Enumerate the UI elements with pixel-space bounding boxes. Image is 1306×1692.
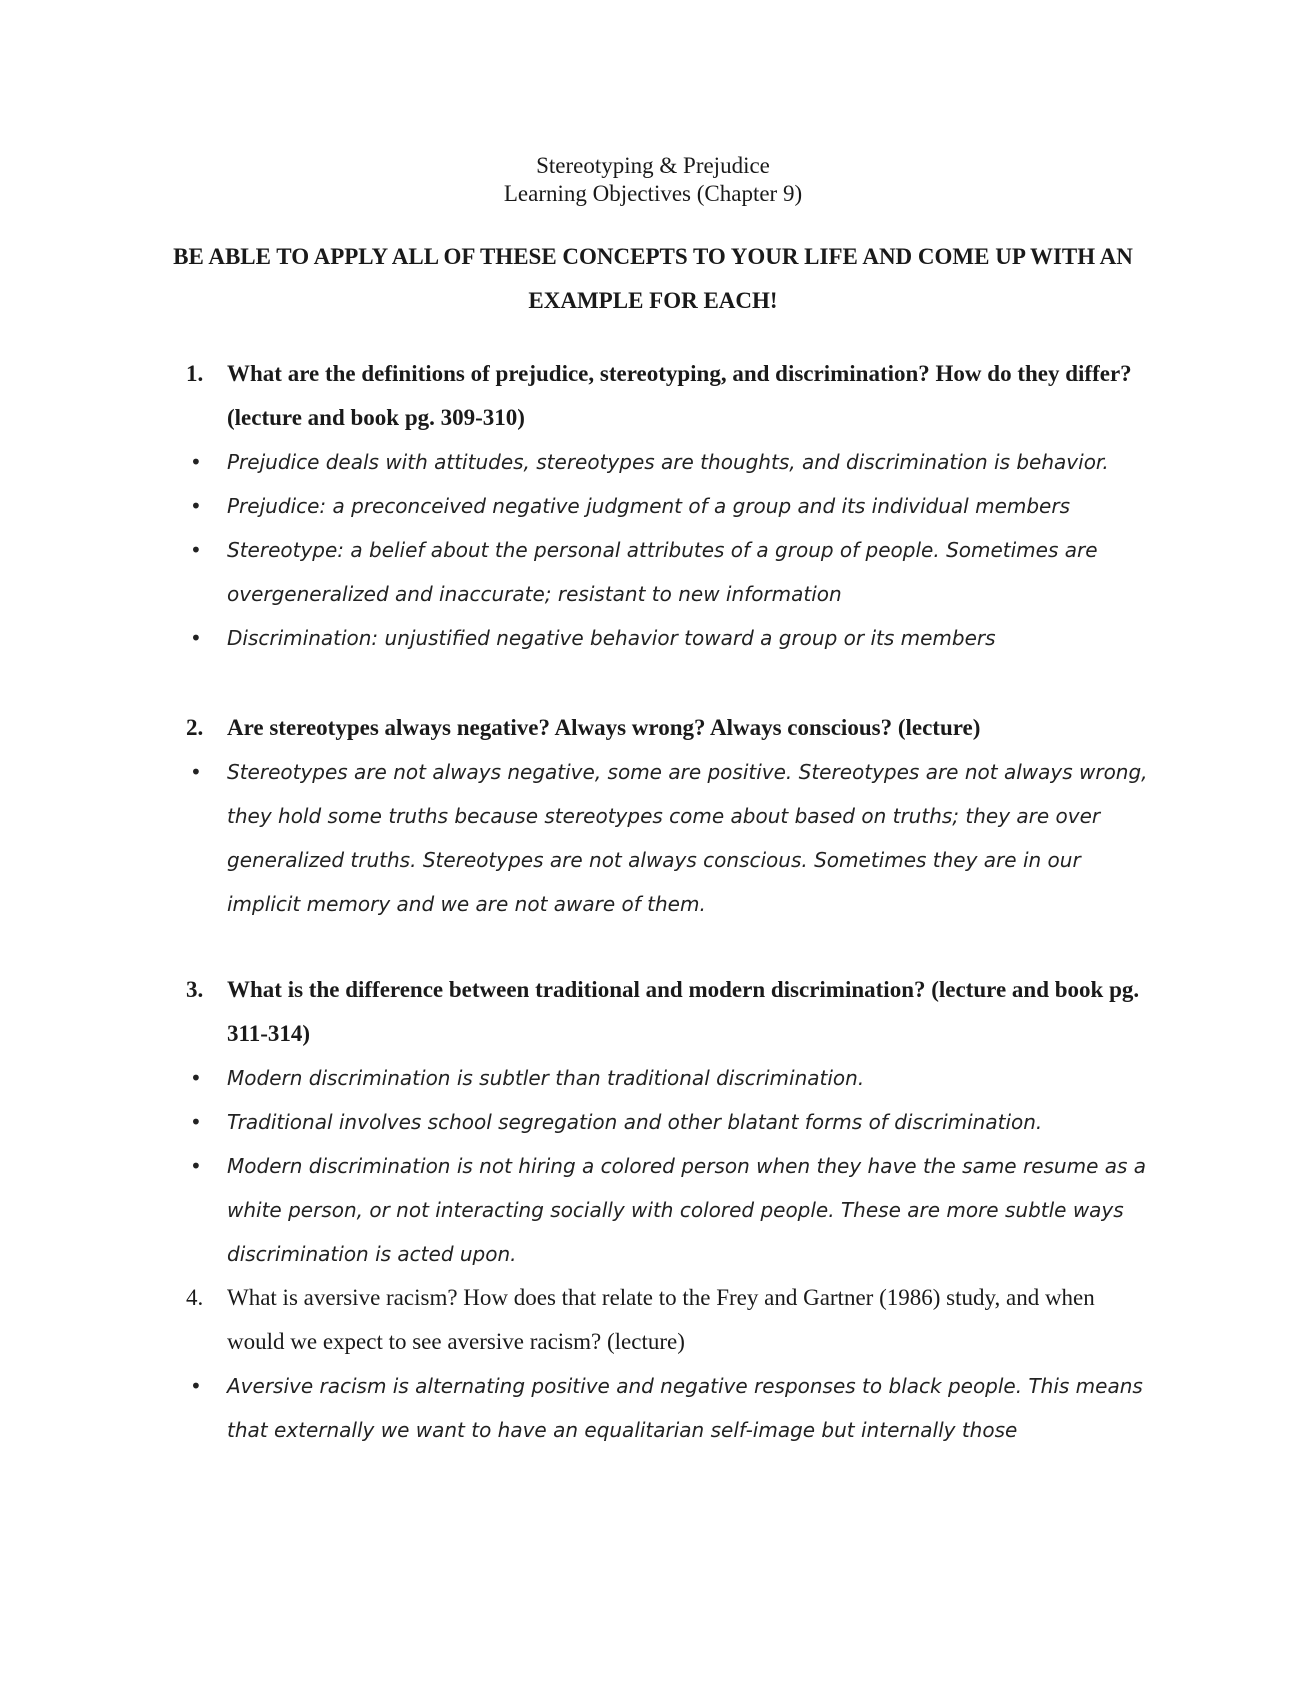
bullet-icon: • (190, 1066, 202, 1090)
bullet-icon: • (190, 1110, 202, 1134)
bullet-icon: • (190, 1154, 202, 1178)
question-text: What is aversive racism? How does that relate to the Frey and Gartner (1986) study, and when would we expect to see aversive racism? (lecture) (227, 1285, 1095, 1354)
objectives-list (186, 352, 1156, 1452)
bullet-text: Prejudice deals with attitudes, stereotypes are thoughts, and discrimination is behavior. (227, 450, 1109, 474)
spacer (186, 926, 1156, 968)
item-number: 3. (186, 977, 204, 1002)
answer-bullet (186, 616, 1156, 660)
objective-item-2 (186, 706, 1156, 750)
bullet-text: Aversive racism is alternating positive and negative responses to black people. This means that externally we want to have an equalitarian self-image but internally those (227, 1374, 1143, 1442)
bullet-icon: • (190, 760, 202, 784)
bullet-text: Prejudice: a preconceived negative judgment of a group and its individual members (227, 494, 1070, 518)
answer-bullet (186, 440, 1156, 484)
bullet-icon: • (190, 1374, 202, 1398)
answer-bullet (186, 750, 1156, 926)
item-number: 1. (186, 361, 204, 386)
answer-bullet (186, 1144, 1156, 1276)
bullet-icon: • (190, 450, 202, 474)
objective-item-1 (186, 352, 1156, 440)
question-text: What are the definitions of prejudice, stereotyping, and discrimination? How do they differ? (lecture and book pg. 309-310) (227, 361, 1132, 430)
objective-item-4 (186, 1276, 1156, 1364)
item-number: 2. (186, 715, 204, 740)
answer-bullet (186, 528, 1156, 616)
answer-bullet (186, 1056, 1156, 1100)
header-title: Stereotyping & Prejudice (536, 153, 770, 178)
bullet-text: Discrimination: unjustified negative behavior toward a group or its members (227, 626, 996, 650)
spacer (186, 660, 1156, 706)
bullet-text: Traditional involves school segregation and other blatant forms of discrimination. (227, 1110, 1043, 1134)
bullet-text: Stereotypes are not always negative, some are positive. Stereotypes are not always wrong, they hold some truths because stereotypes come about based on truths; they are over generalized truths. Stereotypes are not always conscious. Sometimes they are in our implicit memory and we are not aware of them. (227, 760, 1148, 916)
question-text: Are stereotypes always negative? Always wrong? Always conscious? (lecture) (227, 715, 981, 740)
instruction-banner: BE ABLE TO APPLY ALL OF THESE CONCEPTS TO YOUR LIFE AND COME UP WITH AN EXAMPLE FOR EACH! (173, 244, 1133, 313)
bullet-icon: • (190, 626, 202, 650)
document-header (0, 152, 1306, 208)
header-subtitle: Learning Objectives (Chapter 9) (503, 181, 803, 206)
answer-bullet (186, 1100, 1156, 1144)
answer-bullet (186, 484, 1156, 528)
bullet-text: Modern discrimination is not hiring a colored person when they have the same resume as a white person, or not interacting socially with colored people. These are more subtle ways discrimination is acted upon. (227, 1154, 1147, 1266)
item-number: 4. (186, 1285, 204, 1310)
answer-bullet (186, 1364, 1156, 1452)
objective-item-3 (186, 968, 1156, 1056)
bullet-icon: • (190, 538, 202, 562)
bullet-text: Stereotype: a belief about the personal attributes of a group of people. Sometimes are overgeneralized and inaccurate; resistant to new information (227, 538, 1098, 606)
bullet-icon: • (190, 494, 202, 518)
question-text: What is the difference between traditional and modern discrimination? (lecture and book pg. 311-314) (227, 977, 1140, 1046)
bullet-text: Modern discrimination is subtler than traditional discrimination. (227, 1066, 865, 1090)
